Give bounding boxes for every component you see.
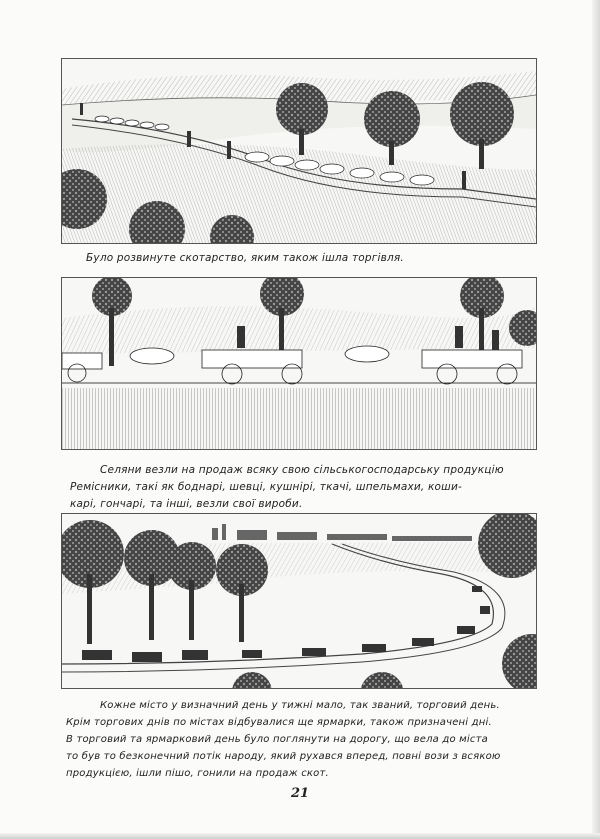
caption-trade-day — [66, 697, 534, 782]
illustration-carts — [61, 277, 537, 450]
illustration-road-to-town-drawing — [62, 514, 536, 688]
caption-livestock — [86, 250, 546, 267]
illustration-livestock-drive-drawing — [62, 59, 536, 243]
caption-line: Крім торгових днів по містах відбувалися ще ярмарки, також призначені дні. — [66, 717, 492, 728]
caption-line: Селяни везли на продаж всяку свою сільськогосподарську продукцію — [100, 464, 504, 476]
illustration-livestock-drive — [61, 58, 537, 244]
caption-line: продукцією, ішли пішо, гонили на продаж скот. — [66, 768, 329, 779]
page-edge-bottom — [0, 833, 600, 839]
caption-line: Кожне місто у визначний день у тижні мало, так званий, торговий день. — [100, 700, 500, 711]
caption-line: Ремісники, такі як боднарі, шевці, кушнірі, ткачі, шпельмахи, коши- — [70, 481, 462, 493]
illustration-road-to-town — [61, 513, 537, 689]
caption-line: карі, гончарі, та інші, везли свої вироби. — [70, 498, 303, 510]
page-number: 21 — [290, 786, 310, 801]
caption-line: Було розвинуте скотарство, яким також ішла торгівля. — [86, 252, 404, 264]
illustration-carts-drawing — [62, 278, 536, 449]
caption-line: то був то безконечний потік народу, який рухався вперед, повні вози з всякою — [66, 751, 501, 762]
page-edge-right — [592, 0, 600, 839]
caption-carts — [70, 462, 530, 513]
caption-line: В торговий та ярмарковий день було поглянути на дорогу, що вела до міста — [66, 734, 488, 745]
